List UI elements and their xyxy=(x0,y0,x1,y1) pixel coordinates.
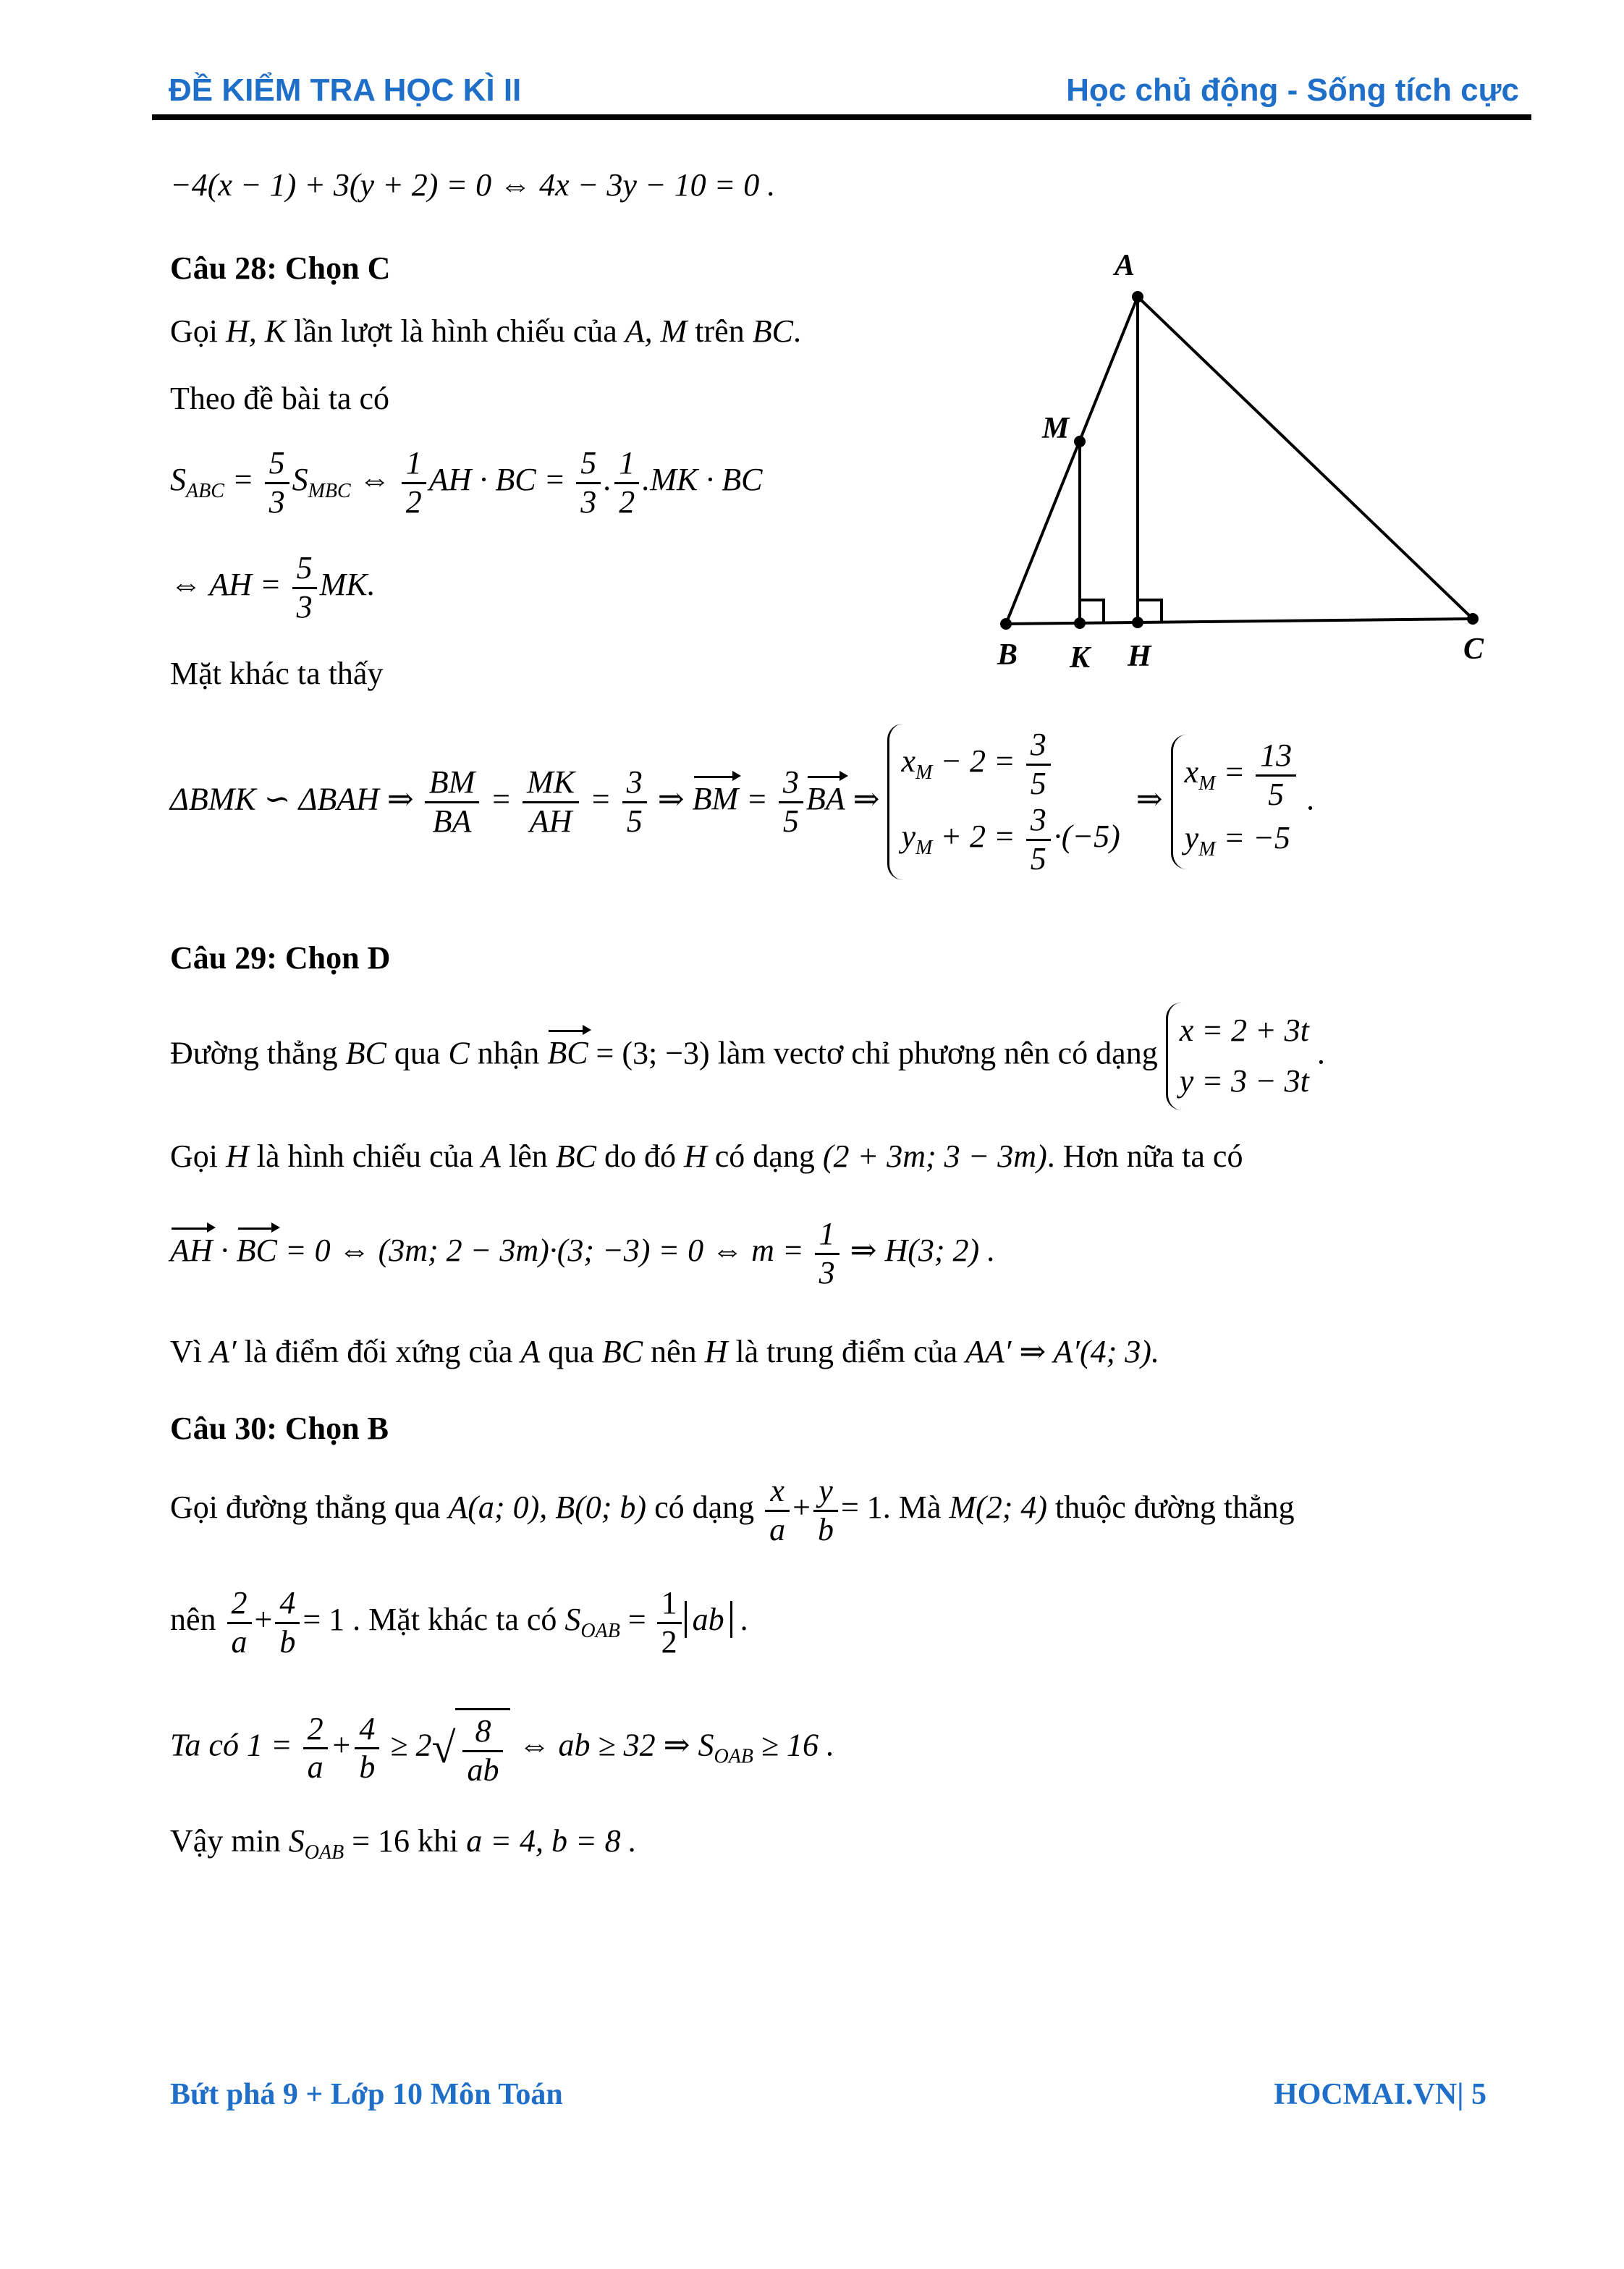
q28-line2: Theo đề bài ta có xyxy=(170,381,389,416)
label-m: M xyxy=(1042,412,1070,445)
q29-line4: Vì A′ là điểm đối xứng của A qua BC nên H là trung điểm của AA′ ⇒ A′(4; 3). xyxy=(170,1334,1159,1369)
label-k: K xyxy=(1070,641,1091,675)
q29-line2: Gọi H là hình chiếu của A lên BC do đó H có dạng (2 + 3m; 3 − 3m). Hơn nữa ta có xyxy=(170,1138,1243,1174)
footer-right-page: HOCMAI.VN| 5 xyxy=(1274,2078,1486,2111)
q30-line4: Vậy $\min S_{OAB} = 16$ khi a = 4, b = 8 . xyxy=(170,1823,637,1864)
label-c: C xyxy=(1463,633,1484,666)
header-right-slogan: Học chủ động - Sống tích cực xyxy=(1066,72,1519,108)
q28-ratio-equation: ⇔ AH = $\frac{5}{3}$ MK. xyxy=(170,550,376,625)
label-b: B xyxy=(997,638,1018,672)
header-left-title: ĐỀ KIỂM TRA HỌC KÌ II xyxy=(169,72,522,108)
label-h: H xyxy=(1128,640,1151,673)
q28-area-equation: $S_{ABC}$ = $\frac{5}{3}$ $S_{MBC}$ ⇔ $\frac{1}{2}$ AH · BC = $\frac{5}{3}$ . $\frac{1}{2}$ .MK · BC xyxy=(170,445,763,520)
label-a: A xyxy=(1115,249,1135,282)
top-equation: −4(x − 1) + 3(y + 2) = 0 ⇔ 4x − 3y − 10 = 0 . xyxy=(170,167,776,203)
q30-line3: Ta có 1 = $\frac{2}{a}$ + $\frac{4}{b}$ ≥ 2√ $\frac{8}{ab}$ ⇔ ab ≥ 32 ⇒ $S_{OAB} \ge 16$ . xyxy=(170,1708,834,1788)
q29-title: Câu 29: Chọn D xyxy=(170,940,391,976)
q28-title: Câu 28: Chọn C xyxy=(170,250,391,286)
q29-line3: AH · BC = 0 ⇔ (3m; 2 − 3m)·(3; −3) = 0 ⇔ m = $\frac{1}{3}$ ⇒ H(3; 2) . xyxy=(170,1216,996,1290)
footer-left: Bứt phá 9 + Lớp 10 Môn Toán xyxy=(170,2078,563,2111)
q28-line1: Gọi H, K lần lượt là hình chiếu của A, M trên BC. xyxy=(170,313,801,349)
header-divider xyxy=(152,114,1531,120)
q28-similarity-equation: ΔBMK ∽ ΔBAH ⇒ $\frac{BM}{BA}$ = $\frac{MK}{AH}$ = $\frac{3}{5}$ ⇒ BM = $\frac{3}{5}$ BA ⇒ $x_M - 2$ = $\frac{3}{5}$ $y_M + 2$ = $\frac{3}{5}$ ·(−5) ⇒ $x_M$ = $\frac{13}{5}$ $y_M = -5$ . xyxy=(170,724,1315,880)
q29-line1: Đường thẳng BC qua C nhận BC = (3; −3) làm vectơ chỉ phương nên có dạng x = 2 + 3t y = 3 − 3t . xyxy=(170,1002,1325,1110)
q28-line3: Mặt khác ta thấy xyxy=(170,656,384,691)
q30-title: Câu 30: Chọn B xyxy=(170,1411,389,1446)
q30-line2: nên $\frac{2}{a}$ + $\frac{4}{b}$ = 1 . Mặt khác ta có $S_{OAB}$ = $\frac{1}{2}$ ab . xyxy=(170,1585,748,1660)
q30-line1: Gọi đường thẳng qua A(a; 0), B(0; b) có dạng $\frac{x}{a}$ + $\frac{y}{b}$ = 1. Mà M(2; 4) thuộc đường thẳng xyxy=(170,1473,1295,1547)
triangle-figure xyxy=(963,239,1513,702)
